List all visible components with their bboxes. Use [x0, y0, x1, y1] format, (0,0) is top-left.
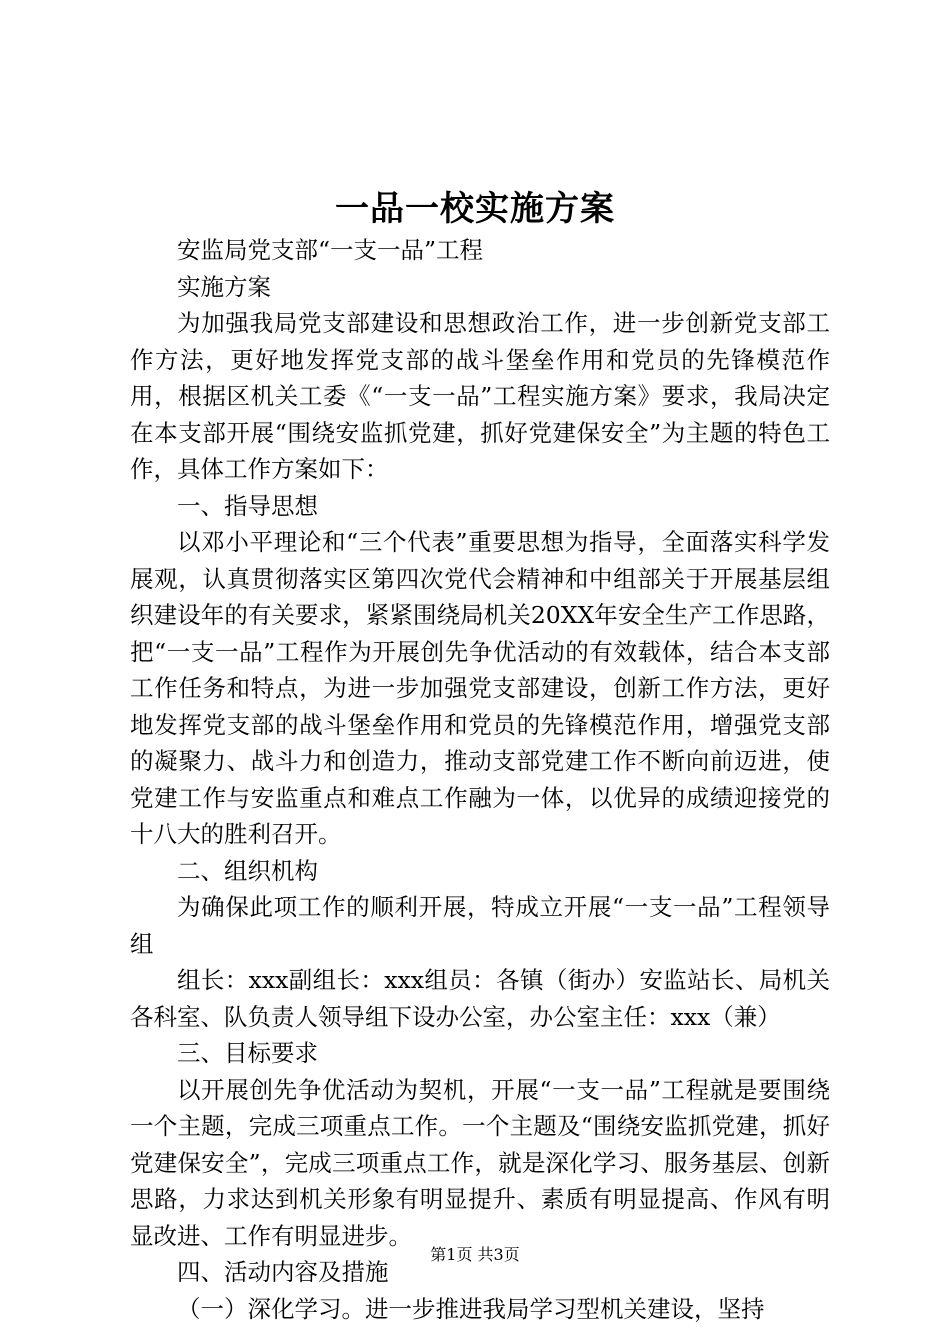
paragraph: 组长：xxx副组长：xxx组员：各镇（街办）安监站长、局机关各科室、队负责人领导组下设办公室，办公室主任：xxx（兼） [130, 966, 830, 1031]
section-heading: 四、活动内容及措施 [177, 1258, 389, 1286]
document-body [130, 232, 830, 1327]
section-heading: 一、指导思想 [177, 491, 318, 520]
document-title: 一品一校实施方案 [335, 189, 615, 229]
section-heading: 二、组织机构 [177, 856, 318, 885]
page-number-footer: 第1页 共3页 [430, 1245, 520, 1264]
paragraph: （一）深化学习。进一步推进我局学习型机关建设，坚持 [177, 1294, 765, 1323]
paragraph: 以邓小平理论和“三个代表”重要思想为指导，全面落实科学发展观，认真贯彻落实区第四次党代会精神和中组部关于开展基层组织建设年的有关要求，紧紧围绕局机关20XX年安全生产工作思路，把“一支一品”工程作为开展创先争优活动的有效载体，结合本支部工作任务和特点，为进一步加强党支部建设，创新工作方法，更好地发挥党支部的战斗堡垒作用和党员的先锋模范作用，增强党支部的凝聚力、战斗力和创造力，推动支部党建工作不断向前迈进，使党建工作与安监重点和难点工作融为一体，以优异的成绩迎接党的十八大的胜利召开。 [130, 528, 830, 848]
paragraph: 实施方案 [177, 272, 271, 301]
section-heading: 三、目标要求 [177, 1039, 318, 1067]
paragraph: 安监局党支部“一支一品”工程 [177, 236, 484, 264]
paragraph: 为加强我局党支部建设和思想政治工作，进一步创新党支部工作方法，更好地发挥党支部的战斗堡垒作用和党员的先锋模范作用，根据区机关工委《“一支一品”工程实施方案》要求，我局决定在本支部开展“围绕安监抓党建，抓好党建保安全”为主题的特色工作，具体工作方案如下： [130, 309, 830, 483]
paragraph: 为确保此项工作的顺利开展，特成立开展“一支一品”工程领导组 [130, 893, 830, 958]
paragraph: 以开展创先争优活动为契机，开展“一支一品”工程就是要围绕一个主题，完成三项重点工作。一个主题及“围绕安监抓党建，抓好党建保安全”，完成三项重点工作，就是深化学习、服务基层、创新思路，力求达到机关形象有明显提升、素质有明显提高、作风有明显改进、工作有明显进步。 [130, 1075, 830, 1250]
